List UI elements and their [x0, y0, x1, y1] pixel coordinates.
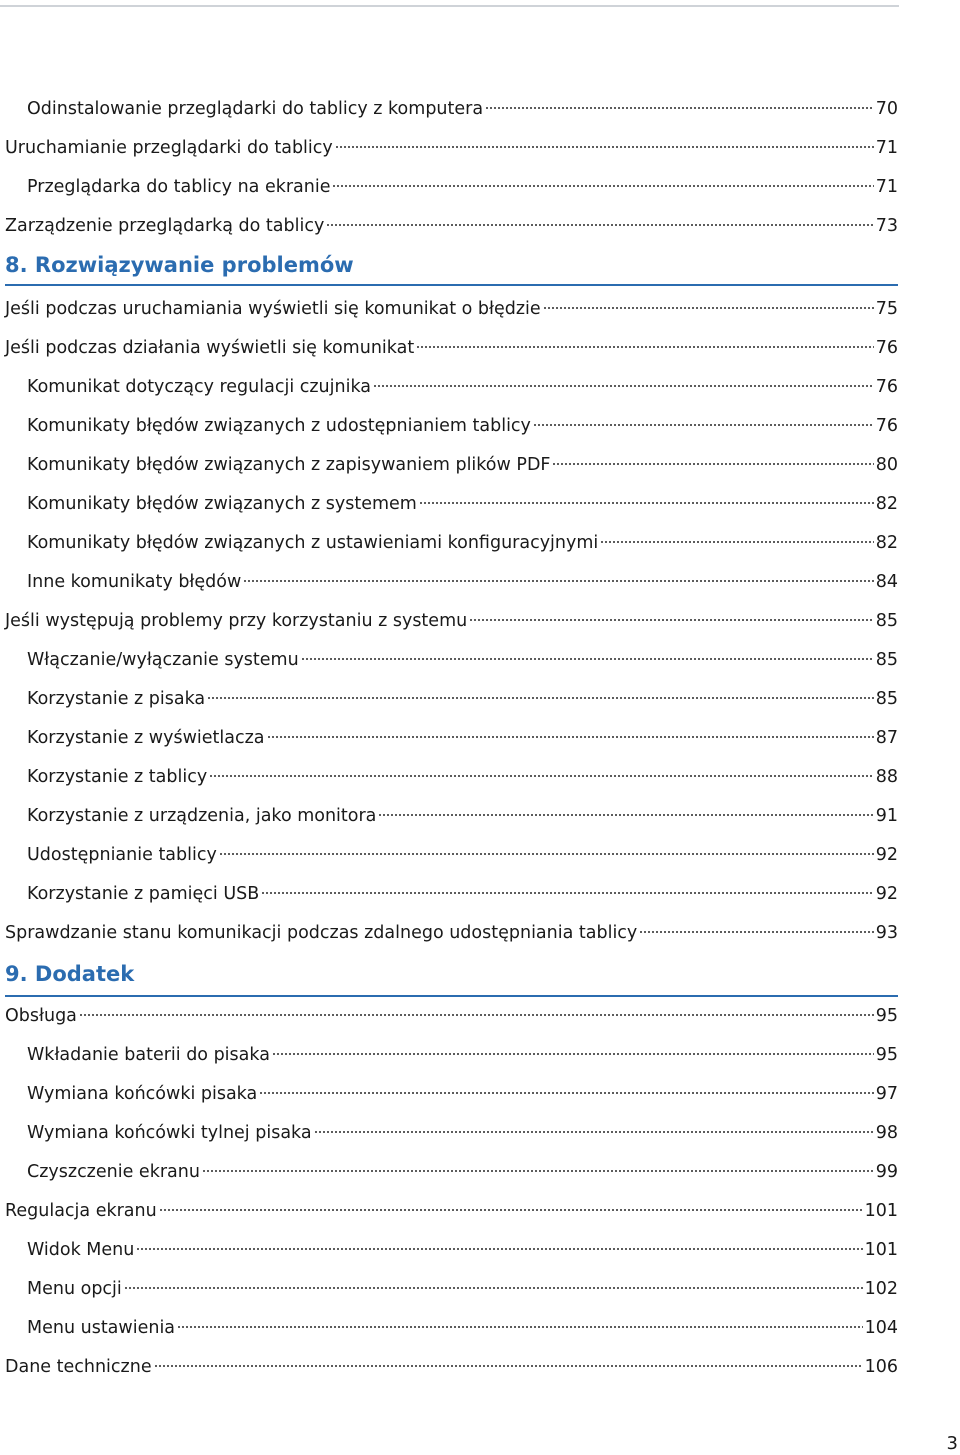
toc-entry-title: Korzystanie z wyświetlacza — [27, 728, 265, 748]
toc-entry-page: 106 — [864, 1357, 898, 1377]
toc-entry[interactable] — [5, 168, 898, 207]
toc-entry-title: Wkładanie baterii do pisaka — [27, 1045, 270, 1065]
toc-entry-page: 87 — [875, 728, 898, 748]
dot-leader — [159, 1209, 863, 1211]
toc-entry-page: 82 — [875, 533, 898, 553]
toc-entry-title: Inne komunikaty błędów — [27, 572, 242, 592]
dot-leader — [469, 619, 874, 621]
toc-entry[interactable] — [5, 1309, 898, 1348]
toc-entry-title: Widok Menu — [27, 1240, 135, 1260]
toc-entry-title: Korzystanie z tablicy — [27, 767, 208, 787]
dot-leader — [207, 697, 874, 699]
toc-entry-page: 91 — [875, 806, 898, 826]
toc-entry[interactable] — [5, 207, 898, 246]
toc-entry-title: Sprawdzanie stanu komunikacji podczas zdalnego udostępniania tablicy — [5, 923, 638, 943]
toc-entry-title: Przeglądarka do tablicy na ekranie — [27, 177, 331, 197]
dot-leader — [332, 185, 873, 187]
toc-entry-page: 75 — [875, 299, 898, 319]
toc-entry[interactable] — [5, 797, 898, 836]
toc-entry-title: Regulacja ekranu — [5, 1201, 157, 1221]
toc-entry[interactable] — [5, 680, 898, 719]
toc-entry-page: 102 — [864, 1279, 898, 1299]
toc-entry-page: 71 — [875, 138, 898, 158]
toc-entry-page: 85 — [875, 689, 898, 709]
toc-entry-page: 70 — [875, 99, 898, 119]
toc-entry[interactable] — [5, 446, 898, 485]
dot-leader — [543, 307, 874, 309]
toc-entry-title: Komunikaty błędów związanych z systemem — [27, 494, 417, 514]
toc-entry[interactable] — [5, 1075, 898, 1114]
toc-entry[interactable] — [5, 1192, 898, 1231]
dot-leader — [177, 1326, 863, 1328]
toc-entry[interactable] — [5, 524, 898, 563]
toc-entry-title: Komunikat dotyczący regulacji czujnika — [27, 377, 372, 397]
toc-entry[interactable] — [5, 836, 898, 875]
toc-entry-page: 92 — [875, 845, 898, 865]
toc-entry[interactable] — [5, 758, 898, 797]
toc-entry-page: 95 — [875, 1045, 898, 1065]
toc-entry-title: Uruchamianie przeglądarki do tablicy — [5, 138, 333, 158]
chapter-heading[interactable] — [5, 953, 898, 997]
toc-entry-title: Dane techniczne — [5, 1357, 152, 1377]
toc-entry[interactable] — [5, 129, 898, 168]
toc-entry[interactable] — [5, 602, 898, 641]
toc-entry-title: Czyszczenie ekranu — [27, 1162, 200, 1182]
toc-entry[interactable] — [5, 290, 898, 329]
toc-entry-page: 76 — [875, 416, 898, 436]
toc-entry-title: Korzystanie z pisaka — [27, 689, 206, 709]
toc-entry-page: 92 — [875, 884, 898, 904]
dot-leader — [267, 736, 874, 738]
toc-entry-title: Jeśli podczas działania wyświetli się komunikat — [5, 338, 415, 358]
toc-entry[interactable] — [5, 563, 898, 602]
dot-leader — [639, 931, 873, 933]
dot-leader — [326, 224, 873, 226]
toc-entry[interactable] — [5, 719, 898, 758]
chapter-heading-title: 8. Rozwiązywanie problemów — [5, 253, 354, 277]
toc-entry-page: 101 — [864, 1201, 898, 1221]
dot-leader — [301, 658, 874, 660]
dot-leader — [154, 1365, 863, 1367]
toc-entry[interactable] — [5, 90, 898, 129]
dot-leader — [272, 1053, 874, 1055]
dot-leader — [202, 1170, 874, 1172]
toc-entry-title: Menu opcji — [27, 1279, 122, 1299]
toc-entry-page: 93 — [875, 923, 898, 943]
toc-entry-title: Wymiana końcówki tylnej pisaka — [27, 1123, 312, 1143]
dot-leader — [419, 502, 874, 504]
dot-leader — [600, 541, 873, 543]
toc-entry[interactable] — [5, 1036, 898, 1075]
toc-entry[interactable] — [5, 485, 898, 524]
dot-leader — [79, 1014, 874, 1016]
dot-leader — [259, 1092, 873, 1094]
dot-leader — [373, 385, 874, 387]
toc-entry-title: Zarządzenie przeglądarką do tablicy — [5, 216, 325, 236]
toc-entry[interactable] — [5, 875, 898, 914]
dot-leader — [416, 346, 874, 348]
dot-leader — [219, 853, 874, 855]
dot-leader — [136, 1248, 862, 1250]
page-number: 3 — [946, 1433, 958, 1454]
dot-leader — [485, 107, 874, 109]
toc-entry[interactable] — [5, 641, 898, 680]
toc-entry[interactable] — [5, 914, 898, 953]
toc-entry[interactable] — [5, 368, 898, 407]
toc-entry-page: 88 — [875, 767, 898, 787]
toc-entry-title: Obsługa — [5, 1006, 77, 1026]
toc-entry-page: 98 — [875, 1123, 898, 1143]
toc-entry-page: 84 — [875, 572, 898, 592]
toc-entry[interactable] — [5, 1153, 898, 1192]
toc-entry[interactable] — [5, 997, 898, 1036]
chapter-heading-title: 9. Dodatek — [5, 962, 135, 986]
chapter-rule — [5, 995, 898, 997]
toc-entry-page: 82 — [875, 494, 898, 514]
toc-entry[interactable] — [5, 1114, 898, 1153]
dot-leader — [243, 580, 873, 582]
toc-entry-title: Komunikaty błędów związanych z zapisywaniem plików PDF — [27, 455, 551, 475]
toc-entry-page: 104 — [864, 1318, 898, 1338]
toc-entry-page: 73 — [875, 216, 898, 236]
toc-entry-title: Komunikaty błędów związanych z udostępnianiem tablicy — [27, 416, 531, 436]
chapter-rule — [5, 284, 898, 286]
chapter-heading[interactable] — [5, 246, 898, 286]
toc-entry[interactable] — [5, 1270, 898, 1309]
toc-entry[interactable] — [5, 329, 898, 368]
toc-entry-page: 85 — [875, 650, 898, 670]
toc-entry-title: Jeśli występują problemy przy korzystaniu z systemu — [5, 611, 468, 631]
dot-leader — [209, 775, 874, 777]
toc-entry[interactable] — [5, 1348, 898, 1387]
toc-entry-page: 85 — [875, 611, 898, 631]
toc-entry-page: 80 — [875, 455, 898, 475]
toc-entry-page: 95 — [875, 1006, 898, 1026]
toc-entry-title: Korzystanie z urządzenia, jako monitora — [27, 806, 377, 826]
toc-entry-title: Udostępnianie tablicy — [27, 845, 217, 865]
toc-entry-page: 76 — [875, 377, 898, 397]
toc-entry-page: 99 — [875, 1162, 898, 1182]
toc-entry[interactable] — [5, 407, 898, 446]
dot-leader — [533, 424, 874, 426]
toc-entry-title: Odinstalowanie przeglądarki do tablicy z komputera — [27, 99, 484, 119]
toc-entry-title: Korzystanie z pamięci USB — [27, 884, 260, 904]
dot-leader — [378, 814, 873, 816]
toc-entry-title: Włączanie/wyłączanie systemu — [27, 650, 299, 670]
dot-leader — [335, 146, 874, 148]
toc-entry[interactable] — [5, 1231, 898, 1270]
toc-entry-page: 101 — [864, 1240, 898, 1260]
dot-leader — [314, 1131, 874, 1133]
top-rule — [0, 5, 899, 7]
dot-leader — [124, 1287, 863, 1289]
toc-entry-title: Wymiana końcówki pisaka — [27, 1084, 258, 1104]
table-of-contents — [5, 90, 898, 1387]
toc-entry-page: 71 — [875, 177, 898, 197]
dot-leader — [552, 463, 873, 465]
dot-leader — [261, 892, 873, 894]
toc-entry-title: Jeśli podczas uruchamiania wyświetli się komunikat o błędzie — [5, 299, 541, 319]
toc-entry-title: Menu ustawienia — [27, 1318, 176, 1338]
toc-entry-title: Komunikaty błędów związanych z ustawieniami konfiguracyjnymi — [27, 533, 599, 553]
toc-entry-page: 97 — [875, 1084, 898, 1104]
toc-entry-page: 76 — [875, 338, 898, 358]
